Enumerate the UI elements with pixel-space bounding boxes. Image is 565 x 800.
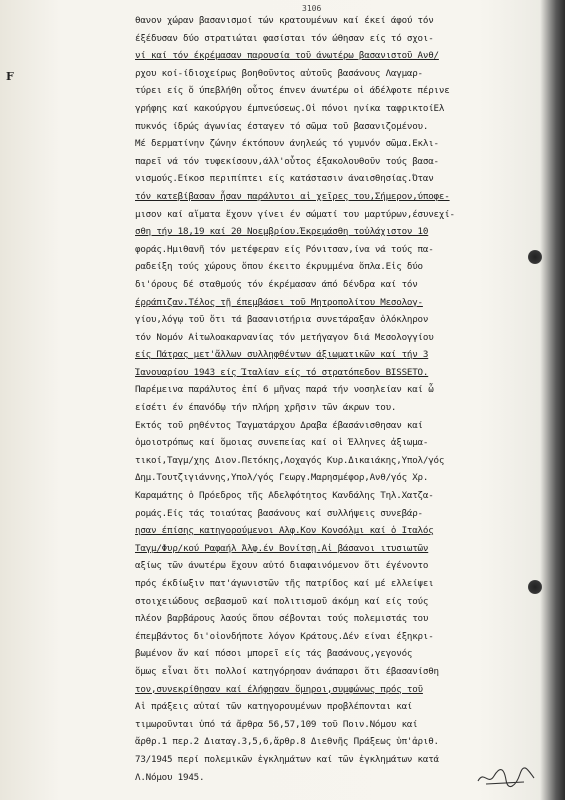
text-line: ησαν έπίσης κατηγορούμενοι Αλφ.Κον Κονσόλμι καί ὁ Ιταλός bbox=[135, 525, 434, 537]
text-line: Παρέμεινα παράλυτος ἐπί 6 μῆνας παρά τήν νοσηλείαν καί ὦ bbox=[135, 384, 434, 396]
text-line: σθη τήν 18,19 καί 20 Νοεμβρίου.Έκρεμάσθη τοὐλάχιστον 10 bbox=[135, 226, 429, 238]
text-line: νί καί τόν έκρέμασαν παρουσία τοῦ άνωτέρω βασανιστοῦ Ανθ/ bbox=[135, 50, 439, 62]
text-line: ἄρθρ.1 περ.2 Διαταγ.3,5,6,ἄρθρ.8 Διεθνῆς Πράξεως ὑπ'ἀριθ. bbox=[135, 736, 439, 748]
text-line: πρός έκδίωξιν πατ'άγωνιστῶν τῆς πατρίδος καί μέ ελλείψει bbox=[135, 578, 434, 589]
handwritten-signature bbox=[476, 766, 536, 788]
text-line: Μέ δερματίνην ζώνην έκτόπουν άνηλεώς τό γυμνόν σῶμα.Εκλι- bbox=[135, 138, 439, 150]
text-line: Ίανουαρίου 1943 είς Ίταλίαν είς τό στρατόπεδον BISSETO. bbox=[135, 366, 429, 378]
text-line: πλέον βαρβάρους λαούς ὅπου σέβονται τούς πολεμιστάς του bbox=[135, 613, 429, 625]
text-line: βωμένον ἄν καί πόσοι μπορεῖ είς τάς βασάνους,γεγονός bbox=[135, 648, 413, 660]
text-line: αξίως τῶν άνωτέρω ἔχουν αὐτό διαφαινόμενον ὅτι έγένοντο bbox=[135, 560, 429, 572]
page-number: 3106 bbox=[302, 4, 322, 13]
text-line: μισον καί αἵματα ἔχουν γίνει έν σώματί του μαρτύρων,έσυνεχί- bbox=[135, 208, 455, 220]
text-line: ρχου κοί-ίδιοχείρως βοηθοῦντος αὐτοῦς βασάνους Λαγμαρ- bbox=[135, 67, 423, 79]
text-line: έξέδυσαν δύο στρατιώται φασίσται τόν ώθησαν είς τό σχοι- bbox=[135, 32, 434, 44]
text-line: τόν Νομόν Αἰτωλοακαρνανίας τόν μετήγαγον διά Μεσολογγίου bbox=[135, 331, 434, 343]
text-line: έρράπιζαν.Τέλος τῇ έπεμβάσει τοῦ Μητροπολίτου Μεσολογ- bbox=[135, 296, 423, 308]
text-line: Καραμάτης ὁ Πρόεδρος τῆς Αδελφότητος Κανδάλης Τηλ.Χατζα- bbox=[135, 490, 434, 502]
text-line: τύρει είς ὅ ύπεβλήθη οὗτος έπνεν άνωτέρω οἱ άδέλφοτε πέρινε bbox=[135, 85, 450, 97]
text-line: Δημ.Τουτζιγιάννης,Υπολ/γός Γεωργ.Μαρησμέφορ,Ανθ/γός Χρ. bbox=[135, 472, 429, 484]
text-line: ραδείξη τούς χώρους ὅπου έκειτο έκρυμμένα ὅπλα.Εἰς δύο bbox=[135, 261, 423, 273]
text-line: θανον χώραν βασανισμοί τών κρατουμένων καί έκεί άφού τόν bbox=[135, 15, 434, 26]
text-line: Εκτός τοῦ ρηθέντος Ταγματάρχου Δραβα έβασάνισθησαν καί bbox=[135, 419, 423, 431]
text-line: τιμωροῦνται ὑπό τά ἄρθρα 56,57,109 τοῦ Ποιν.Νόμου καί bbox=[135, 718, 418, 730]
text-line: τόν κατεβίβασαν ἦσαν παράλυτοι αἱ χεῖρες του,Σήμερον,ύποφε- bbox=[135, 190, 450, 202]
text-line: νισμούς.Είκοσ περιπίπτει είς κατάστασιν άναισθησίας.Όταν bbox=[135, 173, 434, 185]
text-line: στοιχειώδους σεβασμοῦ καί πολιτισμοῦ άκόμη καί είς τούς bbox=[135, 595, 429, 607]
punch-hole bbox=[528, 580, 542, 594]
text-line: έπεμβάντος δι'οἱονδήποτε λόγον Κράτους.Δέν είναι έξηκρι- bbox=[135, 630, 434, 642]
text-line: είς Πάτρας μετ'ἄλλων συλληφθέντων άξιωματικῶν καί τήν 3 bbox=[135, 349, 429, 361]
text-line: είσέτι έν έπανόδῳ τήν πλήρη χρῆσιν τῶν άκρων του. bbox=[135, 402, 397, 414]
text-line: 73/1945 περί πολεμικῶν ἐγκλημάτων καί τῶν ἐγκλημάτων κατά bbox=[135, 753, 439, 765]
margin-mark: F bbox=[6, 70, 14, 83]
text-line: δι'όρους δέ σταθμούς τόν έκρέμασαν άπό δένδρα καί τόν bbox=[135, 278, 418, 290]
punch-hole bbox=[528, 250, 542, 264]
text-line: γρήφης καί κακούργου έμπνεύσεως.Οἱ πόνοι ηνίκα ταφρικτοίΕλ bbox=[135, 102, 445, 114]
text-line: ὅμως εἶναι ὅτι πολλοί κατηγόρησαν άνάπαρσι ὅτι έβασανίσθη bbox=[135, 665, 439, 677]
text-line: Λ.Νόμου 1945. bbox=[135, 771, 205, 783]
text-line: Αἱ πράξεις αὐταί τῶν κατηγορουμένων προβλέπονται καί bbox=[135, 701, 413, 713]
text-line: Ταγμ/Φυρ/κού Ραφαήλ Άλφ.έν Βονίτσῃ.Αἱ βάσανοι ιτυσιωτῶν bbox=[135, 542, 429, 554]
text-line: παρεῖ νά τόν τυφεκίσουν,άλλ'οὗτος έξακολουθοῦν τούς βασα- bbox=[135, 155, 439, 167]
text-line: πυκνός ίδρώς άγωνίας έσταγεν τό σῶμα τοῦ βασανιζομένου. bbox=[135, 120, 429, 132]
text-line: ρομάς.Είς τάς τοιαύτας βασάνους καί συλλήψεις συνεβάρ- bbox=[135, 507, 423, 519]
text-line: τικοί,Ταγμ/χης Διον.Πετόκης,Λοχαγός Κυρ.Δικαιάκης,Υπολ/γός bbox=[135, 454, 445, 466]
document-body bbox=[135, 12, 547, 786]
text-line: φοράς.Ημιθανῆ τόν μετέφεραν είς Ρόνιτσαν,ίνα νά τούς πα- bbox=[135, 243, 434, 255]
text-line: τον,συνεκρίθησαν καί έλήφησαν ὅμηροι,συμφώνως πρός τοῦ bbox=[135, 683, 423, 695]
text-line: γίου,λόγῳ τοῦ ὅτι τά βασανιστήρια συνετάραξαν ὁλόκληρον bbox=[135, 314, 429, 326]
text-line: ὁμοιοτρόπως καί ὅμοιας συνεπείας καί οἱ Έλληνες ἀξιωμα- bbox=[135, 437, 429, 449]
